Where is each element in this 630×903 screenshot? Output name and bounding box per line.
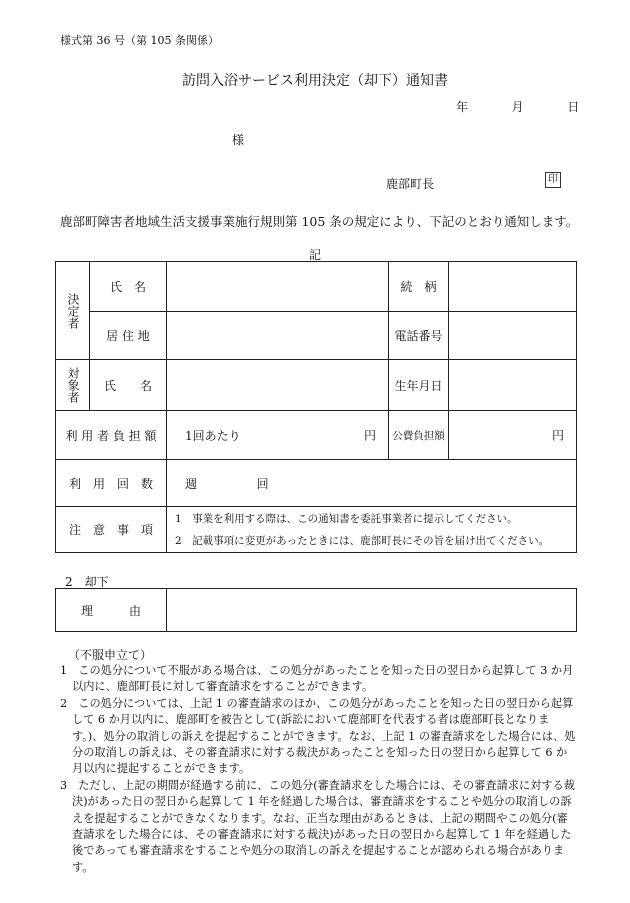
decider-name-value	[167, 262, 389, 312]
notes-value	[167, 507, 577, 553]
table-row	[56, 312, 577, 360]
usage-count-label: 利 用 回 数	[56, 460, 167, 507]
date-day: 日	[567, 100, 580, 114]
address-value	[167, 312, 389, 360]
decision-table	[55, 261, 577, 553]
times-text: 回	[256, 476, 269, 491]
appeal-paragraph: 3 ただし、上記の期間が経過する前に、この処分(審査請求をした場合には、その審査請求に対する裁決)があった日の翌日から起算して 1 年を経過した場合は、審査請求をすることや処分の取消しの訴えを提起することができなくなります。なお、正当な理由があるときは、上記の期間やこの処分(審査請求をした場合には、その審査請求に対する裁決)があった日の翌日から起算して 1 年を経過した後であっても審査請求をすることや処分の取消しの訴えを提起することが認められる場合があります。	[60, 778, 575, 874]
document-title: 訪問入浴サービス利用決定（却下）通知書	[182, 73, 448, 89]
subject-label: 対象者	[56, 360, 90, 411]
issuer-name: 鹿部町長	[386, 177, 435, 191]
date-year: 年	[456, 100, 469, 114]
phone-label: 電話番号	[389, 312, 449, 360]
date-month: 月	[511, 100, 524, 114]
decider-label: 決定者	[56, 262, 90, 360]
per-time-text: 1回あたり	[185, 428, 241, 443]
ki-heading: 記	[308, 248, 321, 262]
appeal-paragraph: 1 この処分について不服がある場合は、この処分があったことを知った日の翌日から起算して 3 か月以内に、鹿部町長に対して審査請求をすることができます。	[60, 664, 574, 694]
relationship-label: 続 柄	[389, 262, 449, 312]
note-item: 1 事業を利用する際は、この通知書を委託事業者に提示してください。	[175, 512, 518, 525]
public-charge-value	[449, 411, 577, 460]
table-row	[56, 507, 577, 553]
subject-name-value	[167, 360, 389, 411]
table-row	[56, 411, 577, 460]
appeal-text	[60, 663, 578, 876]
weekly-text: 週	[185, 476, 198, 491]
form-number: 様式第 36 号（第 105 条関係）	[60, 34, 219, 47]
table-row	[56, 589, 577, 632]
appeal-heading: （不服申立て）	[68, 648, 153, 662]
birthdate-label: 生年月日	[389, 360, 449, 411]
relationship-value	[449, 262, 577, 312]
addressee-suffix: 様	[232, 133, 245, 147]
table-row	[56, 360, 577, 411]
user-charge-yen: 円	[363, 428, 376, 443]
appeal-paragraph: 2 この処分については、上記 1 の審査請求のほか、この処分があったことを知った日の翌日から起算して 6 か月以内に、鹿部町を被告として(訴訟において鹿部町を代表する者は鹿部町長となります。)、処分の取消しの訴えを提起することができます。なお、上記 1 の審査請求をした場合には、処分の取消しの訴えは、その審査請求に対する裁決があったことを知った日の翌日から起算して 6 か月以内に提起することができます。	[60, 696, 576, 776]
table-row	[56, 460, 577, 507]
phone-value	[449, 312, 577, 360]
public-charge-yen: 円	[551, 428, 564, 443]
intro-text: 鹿部町障害者地域生活支援事業施行規則第 105 条の規定により、下記のとおり通知します。	[60, 214, 579, 229]
usage-count-value	[167, 460, 577, 507]
user-charge-label: 利 用 者 負 担 額	[56, 411, 167, 460]
address-label: 居 住 地	[90, 312, 167, 360]
subject-name-label: 氏 名	[90, 360, 167, 411]
table-row	[56, 262, 577, 312]
name-label: 氏 名	[90, 262, 167, 312]
date-line	[456, 98, 579, 115]
notes-label: 注 意 事 項	[56, 507, 167, 553]
reason-label: 理 由	[56, 589, 167, 632]
user-charge-value	[167, 411, 389, 460]
rejection-section-label: 2 却下	[65, 575, 109, 589]
birthdate-value	[449, 360, 577, 411]
public-charge-label: 公費負担額	[389, 411, 449, 460]
note-item: 2 記載事項に変更があったときには、鹿部町長にその旨を届け出てください。	[175, 534, 550, 547]
reason-value	[167, 589, 577, 632]
seal-mark: 印	[545, 172, 561, 188]
rejection-table	[55, 588, 577, 632]
